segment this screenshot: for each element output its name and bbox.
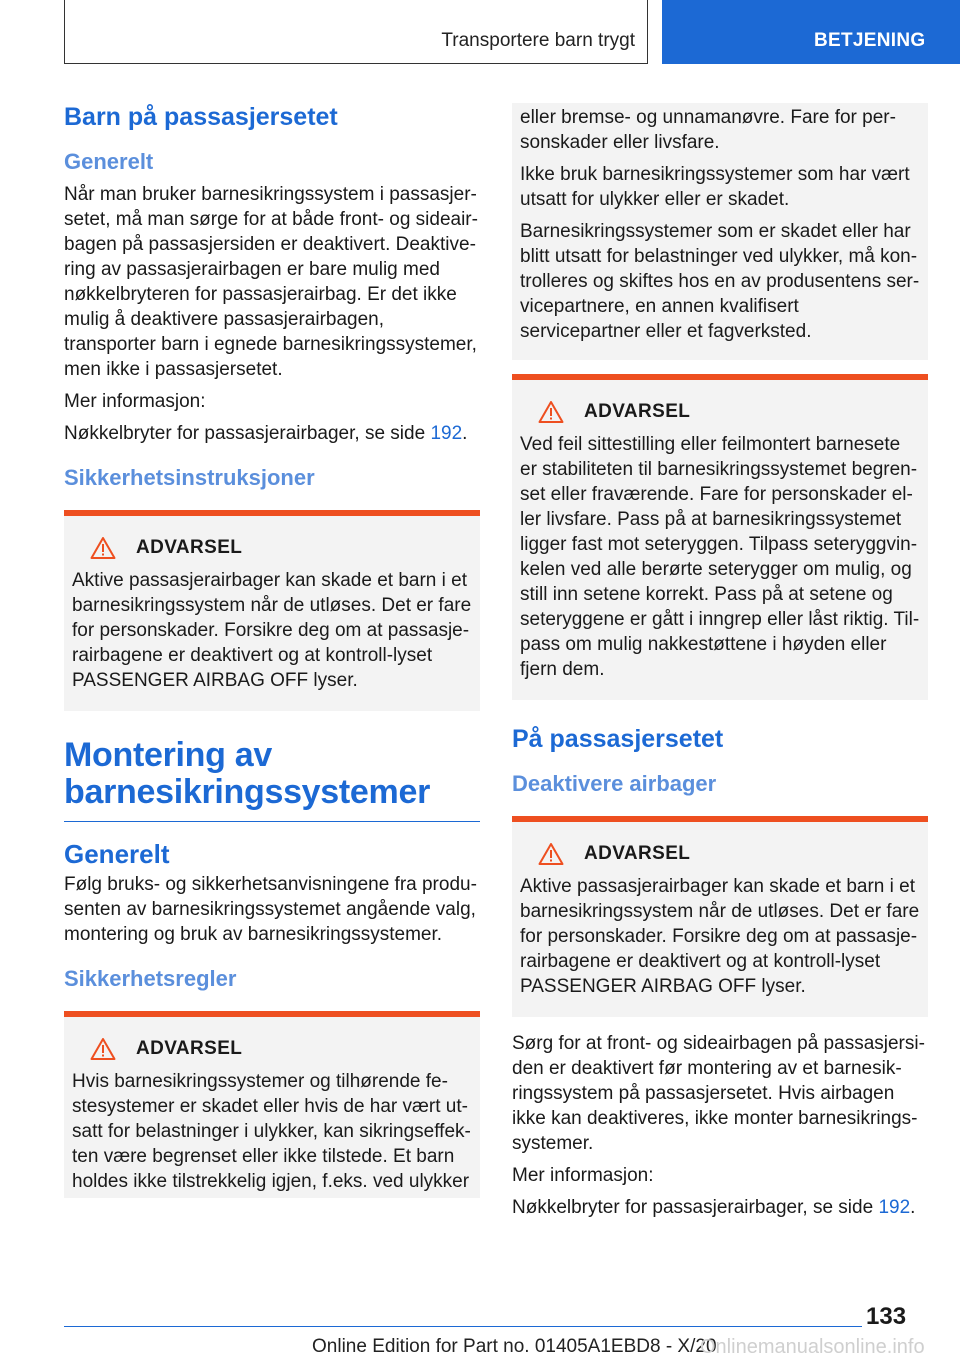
- paragraph-reference: Nøkkelbryter for passasjerairbager, se side 192.: [64, 423, 468, 444]
- page-number: 133: [866, 1303, 907, 1330]
- header-frame: [64, 0, 648, 64]
- reference-text: Nøkkelbryter for passasjerairbager, se side: [512, 1197, 874, 1218]
- page-link[interactable]: 192: [878, 1197, 911, 1218]
- chapter-tab[interactable]: [662, 0, 960, 64]
- paragraph: Mer informasjon:: [512, 1165, 654, 1186]
- section-title: Transportere barn trygt: [441, 30, 635, 51]
- left-column: [64, 92, 480, 1198]
- heading-montering: Montering av barnesikringssystemer: [64, 737, 480, 822]
- warning-text: Aktive passasjerairbager kan skade et barn i et barnesikringssystem når de utløses. Det er fare for personskader. Forsikre deg om at passasje-rairbagene er deaktivert og at kontroll-lyset PASSENGER AIRBAG OFF lyser.: [72, 570, 472, 691]
- warning-box: [512, 374, 928, 700]
- paragraph-reference: Nøkkelbryter for passasjerairbager, se side 192.: [512, 1197, 916, 1218]
- subheading-sikkerhetsregler: Sikkerhetsregler: [64, 966, 237, 991]
- warning-label: ADVARSEL: [584, 401, 691, 422]
- paragraph: Når man bruker barnesikringssystem i passasjer-setet, må man sørge for at både front- og sideair-bagen på passasjersiden er deaktivert. Deaktive-ring av passasjerairbagen er bare mulig med nøkkelbryteren for passasjerairbag. Er det ikke mulig å deaktivere passasjerairbagen, transporter barn i egnede barnesikringssystemer, men ikke i passasjersetet.: [64, 184, 478, 380]
- paragraph: Mer informasjon:: [64, 391, 206, 412]
- heading-barn-paa-passasjersetet: Barn på passasjersetet: [64, 103, 338, 131]
- reference-text: Nøkkelbryter for passasjerairbager, se side: [64, 423, 426, 444]
- warning-box: [64, 510, 480, 711]
- warning-label: ADVARSEL: [136, 1038, 243, 1059]
- warning-text: Ikke bruk barnesikringssystemer som har vært utsatt for ulykker eller er skadet.: [520, 164, 910, 210]
- paragraph: Sørg for at front- og sideairbagen på passasjersi-den er deaktivert før montering av et barnesik-ringssystem på passasjersetet. Hvis airbagen ikke kan deaktiveres, ikke monter barnesikrings-systemer.: [512, 1033, 925, 1154]
- chapter-tab-label: BETJENING: [814, 30, 926, 51]
- warning-box: [512, 816, 928, 1017]
- warning-triangle-icon: [90, 536, 116, 560]
- paragraph: Følg bruks- og sikkerhetsanvisningene fra produ-senten av barnesikringssystemet angående valg, montering og bruk av barnesikringssystemer.: [64, 874, 477, 945]
- warning-label: ADVARSEL: [136, 537, 243, 558]
- warning-triangle-icon: [90, 1037, 116, 1061]
- warning-triangle-icon: [538, 400, 564, 424]
- warning-triangle-icon: [538, 842, 564, 866]
- warning-text: Aktive passasjerairbager kan skade et barn i et barnesikringssystem når de utløses. Det er fare for personskader. Forsikre deg om at passasje-rairbagene er deaktivert og at kontroll-lyset PASSENGER AIRBAG OFF lyser.: [520, 876, 920, 997]
- subheading-deaktivere-airbager: Deaktivere airbager: [512, 771, 717, 796]
- heading-paa-passasjersetet: På passasjersetet: [512, 725, 724, 753]
- warning-box: [64, 1011, 480, 1198]
- warning-text: Hvis barnesikringssystemer og tilhørende fe-stesystemer er skadet eller hvis de har vært ut-satt for belastninger i ulykker, kan sikringseffek-ten være begrenset eller ikke tilstede. Et barn holdes ikke tilstrekkelig igjen, f.eks. ved ulykker: [72, 1071, 471, 1192]
- warning-text: Barnesikringssystemer som er skadet eller har blitt utsatt for belastninger ved ulykker, må kon-trolleres og skiftes hos en av produsentens ser-vicepartnere, en annen kvalifisert servicepartner eller et fagverksted.: [520, 221, 920, 342]
- subheading-sikkerhetsinstruksjoner: Sikkerhetsinstruksjoner: [64, 465, 315, 490]
- warning-text: eller bremse- og unnamanøvre. Fare for per-sonskader eller livsfare.: [520, 107, 896, 153]
- warning-text: Ved feil sittestilling eller feilmontert barnesete er stabiliteten til barnesikringssystemet begren-set eller fraværende. Fare for personskader el-ler livsfare. Pass på at barnesikringssystemet ligger fast mot seteryggen. Tilpass seteryggvin-kelen ved alle berørte seterygger om mulig, og still inn setene korrekt. Pass på at setene og seteryggene er gått i inngrep eller låst riktig. Til-pass om mulig nakkestøttene i høyden eller fjern dem.: [520, 434, 920, 680]
- warning-label: ADVARSEL: [584, 843, 691, 864]
- edition-text: Online Edition for Part no. 01405A1EBD8 - X/20: [312, 1336, 717, 1357]
- subheading-generelt: Generelt: [64, 149, 154, 174]
- subheading-generelt: Generelt: [64, 839, 170, 869]
- footer-divider: [64, 1326, 862, 1327]
- warning-box-continued: [512, 103, 928, 360]
- right-column: [512, 103, 928, 1227]
- page-link[interactable]: 192: [430, 423, 463, 444]
- watermark: Onlinemanualsonline.info: [700, 1336, 925, 1358]
